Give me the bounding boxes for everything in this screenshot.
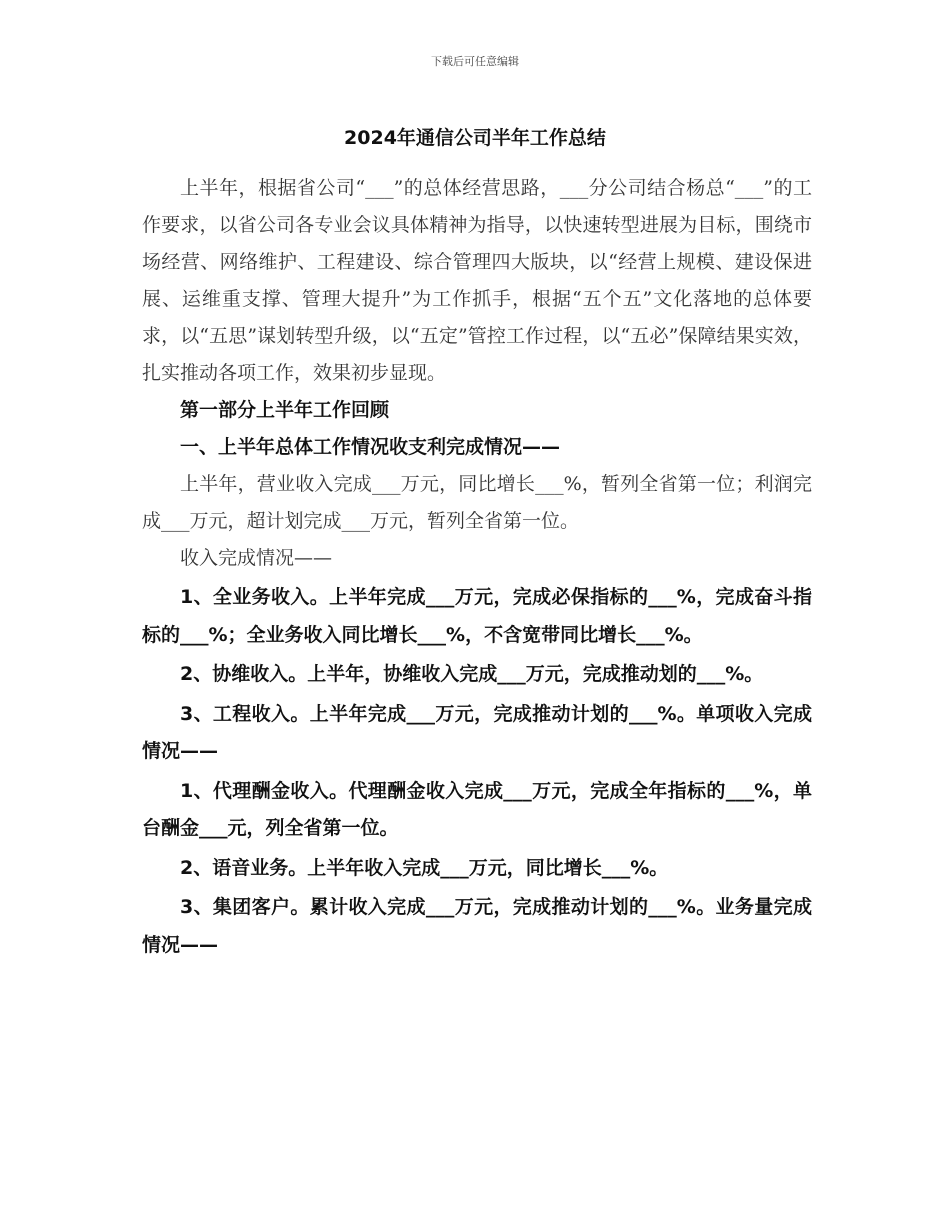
subsection-heading: 一、上半年总体工作情况收支利完成情况—— (180, 436, 561, 458)
document-body (142, 170, 812, 964)
revenue-heading: 收入完成情况—— (180, 547, 333, 569)
section-heading: 第一部分上半年工作回顾 (180, 399, 390, 421)
document-title: 2024年通信公司半年工作总结 (344, 127, 606, 149)
list-item: 3、工程收入。上半年完成___万元，完成推动计划的___%。单项收入完成情况—— (142, 702, 812, 762)
list-item: 2、协维收入。上半年，协维收入完成___万元，完成推动划的___%。 (180, 663, 764, 685)
list-item: 2、语音业务。上半年收入完成___万元，同比增长___%。 (180, 856, 669, 879)
intro-paragraph: 上半年，根据省公司“___”的总体经营思路，___分公司结合杨总“___”的工作要求，以省公司各专业会议具体精神为指导，以快速转型进展为目标，围绕市场经营、网络维护、工程建设、综合管理四大版块，以“经营上规模、建设保进展、运维重支撑、管理大提升”为工作抓手，根据“五个五”文化落地的总体要求，以“五思”谋划转型升级，以“五定”管控工作过程，以“五必”保障结果实效，扎实推动各项工作，效果初步显现。 (142, 177, 812, 384)
summary-paragraph: 上半年，营业收入完成___万元，同比增长___%，暂列全省第一位；利润完成___万元，超计划完成___万元，暂列全省第一位。 (142, 473, 812, 532)
list-item: 3、集团客户。累计收入完成___万元，完成推动计划的___%。业务量完成情况—— (142, 896, 812, 956)
header-note: 下载后可任意编辑 (431, 55, 519, 68)
list-item: 1、全业务收入。上半年完成___万元，完成必保指标的___%，完成奋斗指标的___%；全业务收入同比增长___%，不含宽带同比增长___%。 (142, 586, 812, 646)
list-item: 1、代理酬金收入。代理酬金收入完成___万元，完成全年指标的___%，单台酬金___元，列全省第一位。 (142, 779, 812, 839)
